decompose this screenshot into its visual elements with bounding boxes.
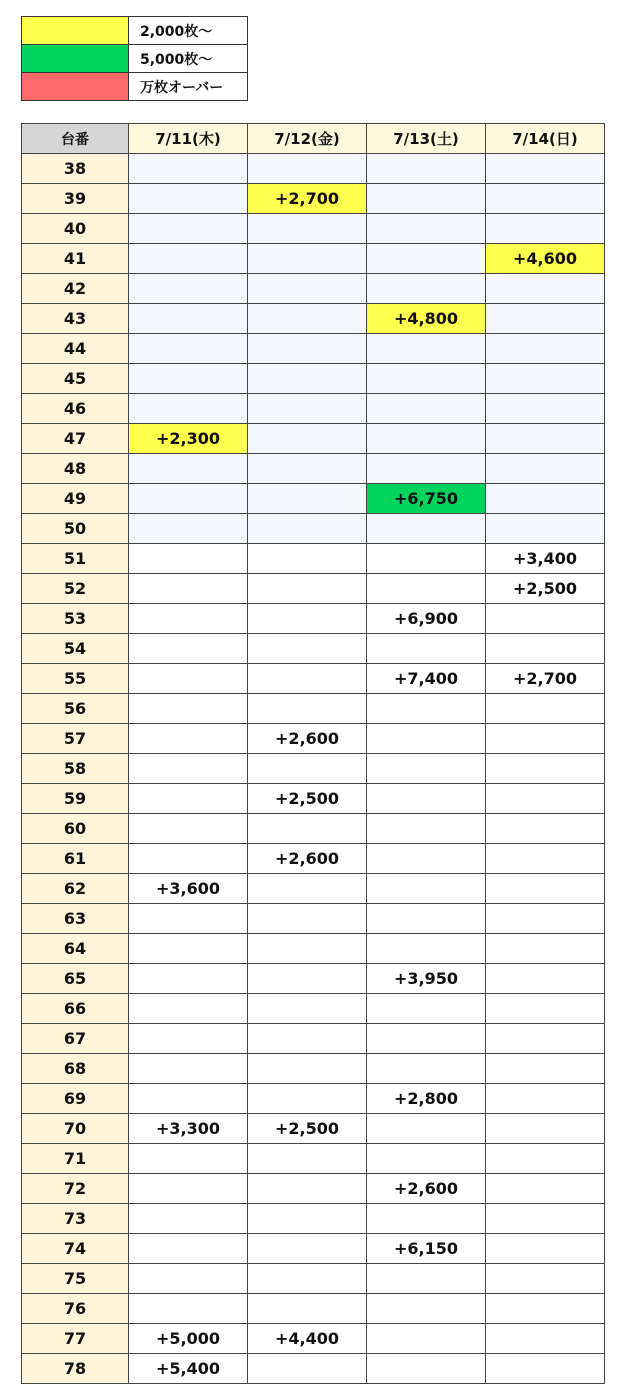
result-cell [248, 1084, 367, 1114]
result-cell [129, 574, 248, 604]
result-cell [248, 574, 367, 604]
result-cell [129, 904, 248, 934]
result-cell [486, 934, 605, 964]
machine-number: 69 [22, 1084, 129, 1114]
result-cell [248, 1204, 367, 1234]
result-cell [486, 304, 605, 334]
result-cell [486, 844, 605, 874]
result-cell [486, 1264, 605, 1294]
machine-number: 54 [22, 634, 129, 664]
table-row [22, 604, 605, 634]
data-table [21, 123, 605, 1384]
legend-row [22, 73, 248, 101]
machine-number: 39 [22, 184, 129, 214]
machine-number: 62 [22, 874, 129, 904]
table-row [22, 1204, 605, 1234]
result-cell [367, 784, 486, 814]
result-cell [129, 964, 248, 994]
result-cell [248, 664, 367, 694]
machine-number: 76 [22, 1294, 129, 1324]
result-cell [486, 1084, 605, 1114]
result-cell [486, 184, 605, 214]
result-cell [367, 1114, 486, 1144]
header-machine-number: 台番 [22, 124, 129, 154]
header-day-1: 7/11(木) [129, 124, 248, 154]
table-row [22, 934, 605, 964]
machine-number: 55 [22, 664, 129, 694]
table-row [22, 1054, 605, 1084]
result-cell [367, 184, 486, 214]
table-row [22, 724, 605, 754]
result-cell: +2,700 [486, 664, 605, 694]
result-cell [367, 1204, 486, 1234]
table-row [22, 274, 605, 304]
result-cell [486, 994, 605, 1024]
result-cell [367, 1354, 486, 1384]
result-cell [486, 754, 605, 784]
result-cell [129, 1234, 248, 1264]
machine-number: 38 [22, 154, 129, 184]
machine-number: 57 [22, 724, 129, 754]
result-cell [129, 304, 248, 334]
legend-label: 万枚オーバー [129, 73, 248, 101]
header-day-2: 7/12(金) [248, 124, 367, 154]
machine-number: 67 [22, 1024, 129, 1054]
result-cell [129, 604, 248, 634]
table-row [22, 1144, 605, 1174]
result-cell [248, 454, 367, 484]
machine-number: 47 [22, 424, 129, 454]
machine-number: 65 [22, 964, 129, 994]
result-cell [129, 184, 248, 214]
result-cell [129, 244, 248, 274]
machine-number: 44 [22, 334, 129, 364]
result-cell [129, 484, 248, 514]
machine-number: 75 [22, 1264, 129, 1294]
result-cell: +2,500 [486, 574, 605, 604]
machine-number: 61 [22, 844, 129, 874]
result-cell: +2,700 [248, 184, 367, 214]
result-cell [129, 1084, 248, 1114]
result-cell [248, 964, 367, 994]
result-cell [248, 634, 367, 664]
result-cell [248, 994, 367, 1024]
machine-number: 71 [22, 1144, 129, 1174]
result-cell [367, 514, 486, 544]
result-cell [248, 1234, 367, 1264]
result-cell [129, 1054, 248, 1084]
result-cell [248, 364, 367, 394]
result-cell [248, 814, 367, 844]
result-cell [129, 274, 248, 304]
machine-number: 51 [22, 544, 129, 574]
result-cell [367, 274, 486, 304]
result-cell [248, 304, 367, 334]
result-cell [248, 1174, 367, 1204]
table-row [22, 514, 605, 544]
table-row [22, 364, 605, 394]
result-cell [367, 334, 486, 364]
machine-number: 56 [22, 694, 129, 724]
table-row [22, 214, 605, 244]
result-cell: +3,600 [129, 874, 248, 904]
machine-number: 40 [22, 214, 129, 244]
result-cell [367, 634, 486, 664]
result-cell: +2,600 [248, 844, 367, 874]
result-cell [248, 1294, 367, 1324]
table-row [22, 454, 605, 484]
result-cell [486, 904, 605, 934]
machine-number: 59 [22, 784, 129, 814]
machine-number: 63 [22, 904, 129, 934]
result-cell: +6,750 [367, 484, 486, 514]
result-cell [248, 1054, 367, 1084]
result-cell [129, 454, 248, 484]
result-cell [129, 814, 248, 844]
result-cell [486, 1324, 605, 1354]
result-cell: +2,500 [248, 1114, 367, 1144]
result-cell [367, 1264, 486, 1294]
result-cell: +7,400 [367, 664, 486, 694]
table-row [22, 244, 605, 274]
table-row [22, 694, 605, 724]
result-cell: +5,400 [129, 1354, 248, 1384]
legend-swatch [22, 17, 129, 45]
result-cell [486, 394, 605, 424]
table-row [22, 784, 605, 814]
result-cell: +2,500 [248, 784, 367, 814]
result-cell [367, 1294, 486, 1324]
machine-number: 50 [22, 514, 129, 544]
result-cell [367, 574, 486, 604]
result-cell [248, 1024, 367, 1054]
table-row [22, 664, 605, 694]
legend-table [21, 16, 248, 101]
machine-number: 48 [22, 454, 129, 484]
machine-number: 70 [22, 1114, 129, 1144]
table-row [22, 964, 605, 994]
result-cell [129, 214, 248, 244]
machine-number: 64 [22, 934, 129, 964]
result-cell [129, 1264, 248, 1294]
result-cell: +3,950 [367, 964, 486, 994]
result-cell [486, 214, 605, 244]
table-row [22, 544, 605, 574]
result-cell [486, 424, 605, 454]
result-cell [129, 844, 248, 874]
result-cell [367, 1024, 486, 1054]
machine-number: 53 [22, 604, 129, 634]
result-cell [129, 514, 248, 544]
machine-number: 46 [22, 394, 129, 424]
result-cell [367, 844, 486, 874]
table-row [22, 304, 605, 334]
result-cell [486, 274, 605, 304]
machine-number: 73 [22, 1204, 129, 1234]
result-cell [486, 964, 605, 994]
result-cell [248, 694, 367, 724]
result-cell [129, 934, 248, 964]
table-row [22, 184, 605, 214]
result-cell [129, 154, 248, 184]
result-cell: +3,400 [486, 544, 605, 574]
result-cell [367, 424, 486, 454]
result-cell [486, 364, 605, 394]
result-cell [248, 604, 367, 634]
result-cell [248, 1144, 367, 1174]
result-cell [367, 1144, 486, 1174]
machine-number: 45 [22, 364, 129, 394]
header-row [22, 124, 605, 154]
result-cell [486, 484, 605, 514]
result-cell [129, 994, 248, 1024]
result-cell: +4,800 [367, 304, 486, 334]
result-cell [129, 1294, 248, 1324]
result-cell [367, 244, 486, 274]
machine-number: 66 [22, 994, 129, 1024]
table-row [22, 1264, 605, 1294]
table-row [22, 1084, 605, 1114]
machine-number: 74 [22, 1234, 129, 1264]
result-cell: +2,300 [129, 424, 248, 454]
result-cell [486, 154, 605, 184]
table-row [22, 1174, 605, 1204]
machine-number: 49 [22, 484, 129, 514]
result-cell: +6,900 [367, 604, 486, 634]
table-row [22, 1354, 605, 1384]
result-cell [367, 1054, 486, 1084]
result-cell [248, 334, 367, 364]
result-cell [486, 1204, 605, 1234]
result-cell [129, 1174, 248, 1204]
result-cell [486, 334, 605, 364]
result-cell [367, 814, 486, 844]
result-cell [367, 874, 486, 904]
machine-number: 58 [22, 754, 129, 784]
result-cell [486, 724, 605, 754]
table-row [22, 424, 605, 454]
legend-row [22, 17, 248, 45]
result-cell: +2,800 [367, 1084, 486, 1114]
table-row [22, 754, 605, 784]
result-cell [486, 1144, 605, 1174]
table-row [22, 1294, 605, 1324]
machine-number: 68 [22, 1054, 129, 1084]
result-cell [486, 514, 605, 544]
result-cell [486, 634, 605, 664]
result-cell [367, 394, 486, 424]
result-cell [367, 544, 486, 574]
result-cell [129, 1204, 248, 1234]
table-row [22, 904, 605, 934]
result-cell [129, 664, 248, 694]
result-cell [248, 484, 367, 514]
result-cell [367, 904, 486, 934]
table-row [22, 1324, 605, 1354]
result-cell [129, 634, 248, 664]
result-cell [248, 514, 367, 544]
result-cell [486, 1024, 605, 1054]
table-row [22, 334, 605, 364]
result-cell [367, 994, 486, 1024]
result-cell [367, 724, 486, 754]
result-cell [248, 904, 367, 934]
result-cell [248, 1354, 367, 1384]
result-cell [248, 934, 367, 964]
result-cell [486, 874, 605, 904]
result-cell [129, 754, 248, 784]
result-cell [367, 154, 486, 184]
result-cell [367, 214, 486, 244]
table-row [22, 874, 605, 904]
result-cell [129, 694, 248, 724]
result-cell [129, 784, 248, 814]
table-row [22, 574, 605, 604]
result-cell [367, 694, 486, 724]
result-cell [486, 1234, 605, 1264]
legend-label: 5,000枚～ [129, 45, 248, 73]
result-cell [248, 754, 367, 784]
result-cell [367, 1324, 486, 1354]
result-cell: +4,400 [248, 1324, 367, 1354]
table-row [22, 814, 605, 844]
result-cell [248, 214, 367, 244]
result-cell [129, 334, 248, 364]
result-cell [486, 1354, 605, 1384]
result-cell [367, 454, 486, 484]
machine-number: 78 [22, 1354, 129, 1384]
machine-number: 43 [22, 304, 129, 334]
legend-label: 2,000枚～ [129, 17, 248, 45]
table-row [22, 1024, 605, 1054]
result-cell [129, 1024, 248, 1054]
legend-swatch [22, 45, 129, 73]
result-cell: +2,600 [248, 724, 367, 754]
result-cell: +6,150 [367, 1234, 486, 1264]
result-cell [486, 784, 605, 814]
result-cell [129, 364, 248, 394]
table-row [22, 1234, 605, 1264]
result-cell [367, 754, 486, 784]
table-row [22, 394, 605, 424]
result-cell [129, 724, 248, 754]
table-row [22, 634, 605, 664]
result-cell: +2,600 [367, 1174, 486, 1204]
result-cell [248, 424, 367, 454]
result-cell [248, 874, 367, 904]
legend-swatch [22, 73, 129, 101]
result-cell [129, 1144, 248, 1174]
result-cell [367, 934, 486, 964]
result-cell [129, 394, 248, 424]
result-cell [486, 454, 605, 484]
result-cell [486, 1174, 605, 1204]
result-cell [486, 604, 605, 634]
result-cell [367, 364, 486, 394]
machine-number: 42 [22, 274, 129, 304]
header-day-3: 7/13(土) [367, 124, 486, 154]
result-cell [248, 544, 367, 574]
machine-number: 52 [22, 574, 129, 604]
result-cell [486, 814, 605, 844]
machine-number: 60 [22, 814, 129, 844]
result-cell [486, 694, 605, 724]
header-day-4: 7/14(日) [486, 124, 605, 154]
machine-number: 77 [22, 1324, 129, 1354]
table-row [22, 844, 605, 874]
table-row [22, 994, 605, 1024]
result-cell [486, 1294, 605, 1324]
result-cell [248, 1264, 367, 1294]
machine-number: 41 [22, 244, 129, 274]
result-cell: +4,600 [486, 244, 605, 274]
legend-row [22, 45, 248, 73]
result-cell [248, 274, 367, 304]
result-cell [248, 244, 367, 274]
table-row [22, 1114, 605, 1144]
result-cell: +3,300 [129, 1114, 248, 1144]
result-cell [486, 1114, 605, 1144]
result-cell [129, 544, 248, 574]
result-cell [248, 394, 367, 424]
result-cell [486, 1054, 605, 1084]
machine-number: 72 [22, 1174, 129, 1204]
table-row [22, 154, 605, 184]
result-cell: +5,000 [129, 1324, 248, 1354]
table-row [22, 484, 605, 514]
result-cell [248, 154, 367, 184]
